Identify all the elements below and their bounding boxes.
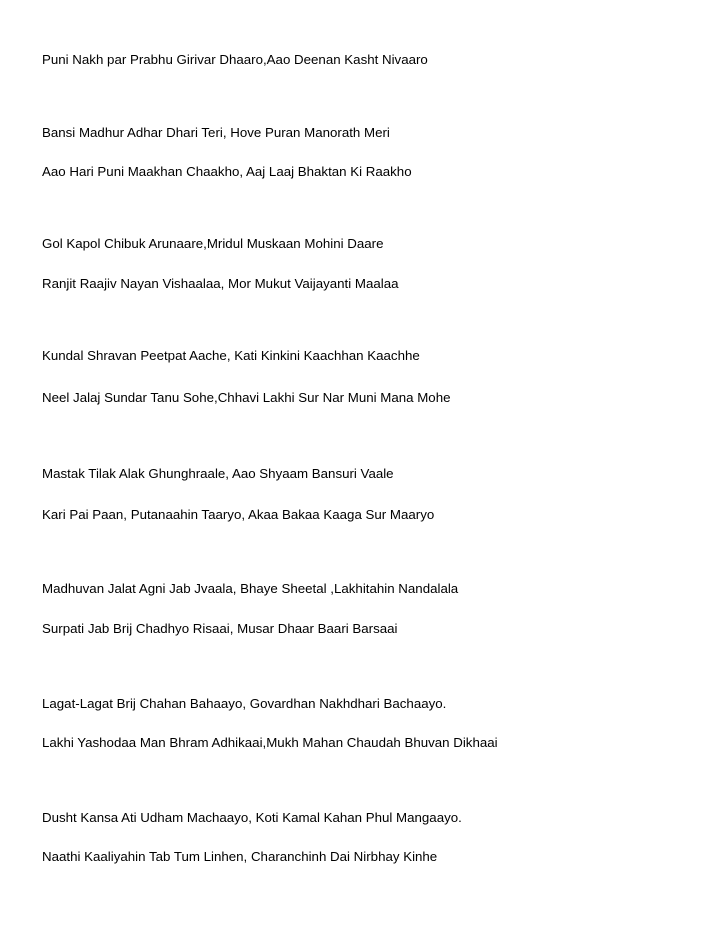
text-line: Lagat-Lagat Brij Chahan Bahaayo, Govardhan Nakhdhari Bachaayo.	[42, 696, 447, 711]
text-line: Madhuvan Jalat Agni Jab Jvaala, Bhaye Sheetal ,Lakhitahin Nandalala	[42, 581, 459, 596]
text-line: Lakhi Yashodaa Man Bhram Adhikaai,Mukh Mahan Chaudah Bhuvan Dikhaai	[42, 735, 498, 750]
text-line: Neel Jalaj Sundar Tanu Sohe,Chhavi Lakhi Sur Nar Muni Mana Mohe	[42, 390, 451, 405]
text-line: Bansi Madhur Adhar Dhari Teri, Hove Puran Manorath Meri	[42, 125, 390, 140]
text-line: Kundal Shravan Peetpat Aache, Kati Kinkini Kaachhan Kaachhe	[42, 348, 420, 363]
text-line: Mastak Tilak Alak Ghunghraale, Aao Shyaam Bansuri Vaale	[42, 466, 394, 481]
text-line: Aao Hari Puni Maakhan Chaakho, Aaj Laaj Bhaktan Ki Raakho	[42, 164, 412, 179]
text-line: Kari Pai Paan, Putanaahin Taaryo, Akaa Bakaa Kaaga Sur Maaryo	[42, 507, 435, 522]
text-line: Naathi Kaaliyahin Tab Tum Linhen, Charanchinh Dai Nirbhay Kinhe	[42, 849, 438, 864]
text-line: Ranjit Raajiv Nayan Vishaalaa, Mor Mukut Vaijayanti Maalaa	[42, 276, 399, 291]
text-line: Gol Kapol Chibuk Arunaare,Mridul Muskaan Mohini Daare	[42, 236, 384, 251]
text-line: Dusht Kansa Ati Udham Machaayo, Koti Kamal Kahan Phul Mangaayo.	[42, 810, 462, 825]
text-line: Surpati Jab Brij Chadhyo Risaai, Musar Dhaar Baari Barsaai	[42, 621, 398, 636]
text-line: Puni Nakh par Prabhu Girivar Dhaaro,Aao Deenan Kasht Nivaaro	[42, 52, 428, 67]
